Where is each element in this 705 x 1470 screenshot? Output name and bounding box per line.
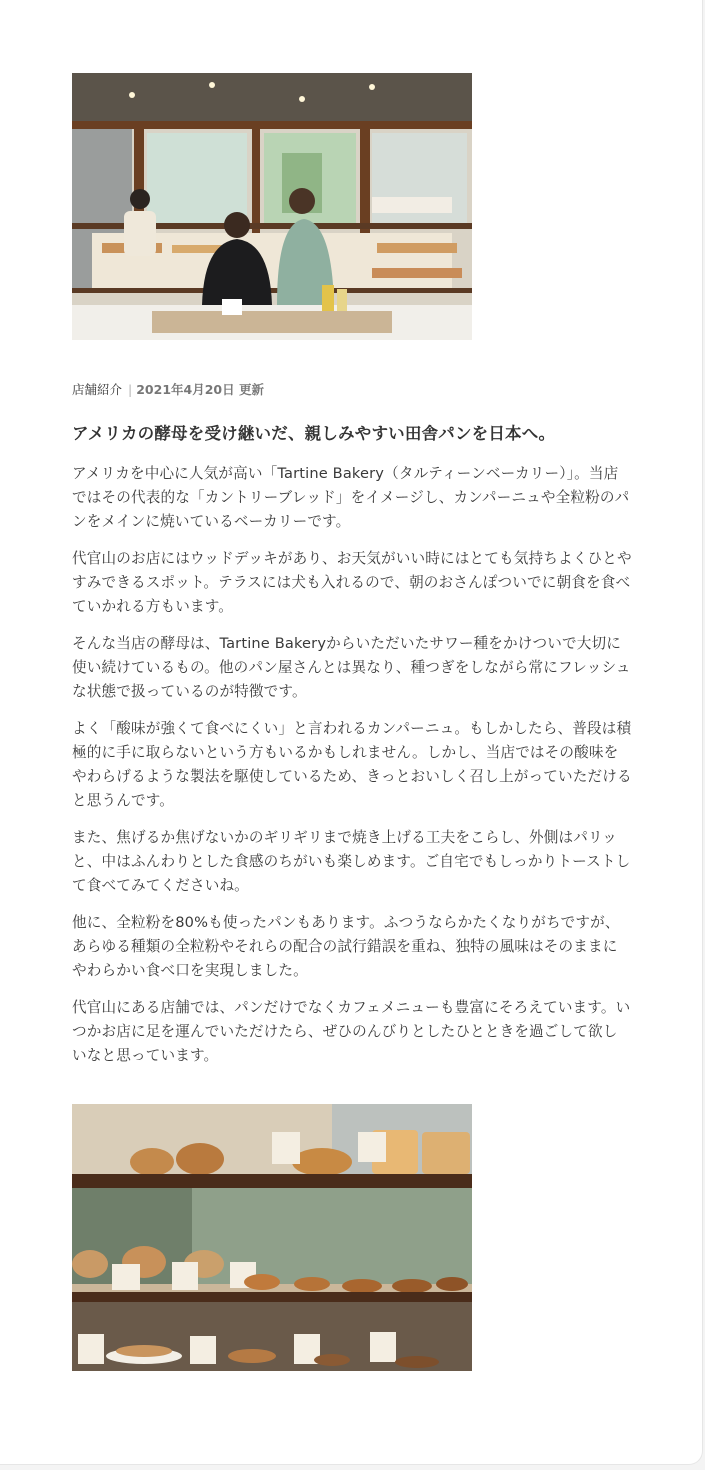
article-paragraph: 他に、全粒粉を80%も使ったパンもあります。ふつうならかたくなりがちですが、あらゆる種類の全粒粉やそれらの配合の試行錯誤を重ね、独特の風味はそのままにやわらかい食べ口を実現しました。 — [72, 914, 620, 979]
article-paragraph: アメリカを中心に人気が高い「Tartine Bakery（タルティーンベーカリー）」。当店ではその代表的な「カントリーブレッド」をイメージし、カンパーニュや全粒粉のパンをメインに焼いているベーカリーです。 — [72, 465, 630, 530]
category-label: 店舗紹介 — [72, 382, 123, 397]
article-paragraph: また、焦げるか焦げないかのギリギリまで焼き上げる工夫をこらし、外側はパリッと、中はふんわりとした食感のちがいも楽しめます。ご自宅でもしっかりトーストして食べてみてくださいね。 — [72, 829, 631, 894]
meta-separator: | — [128, 382, 133, 397]
article-paragraph: 代官山のお店にはウッドデッキがあり、お天気がいい時にはとても気持ちよくひとやすみできるスポット。テラスには犬も入れるので、朝のおさんぽついでに朝食を食べていかれる方もいます。 — [72, 550, 632, 615]
article-paragraph: よく「酸味が強くて食べにくい」と言われるカンパーニュ。もしかしたら、普段は積極的に手に取らないという方もいるかもしれません。しかし、当店ではその酸味をやわらげるような製法を駆使しているため、きっとおいしく召し上がっていただけると思うんです。 — [72, 720, 632, 809]
article-paragraph: そんな当店の酵母は、Tartine Bakeryからいただいたサワー種をかけついで大切に使い続けているもの。他のパン屋さんとは異なり、種つぎをしながら常にフレッシュな状態で扱っているのが特徴です。 — [72, 635, 631, 700]
article-paragraph: 代官山にある店舗では、パンだけでなくカフェメニューも豊富にそろえています。いつかお店に足を運んでいただけたら、ぜひのんびりとしたひとときを過ごして欲しいなと思っています。 — [72, 999, 631, 1064]
bread-display-case-photo — [72, 1104, 472, 1371]
bakery-counter-photo — [72, 73, 472, 340]
article-body — [72, 462, 632, 1081]
updated-date: 2021年4月20日 更新 — [136, 382, 264, 397]
article-meta — [72, 381, 264, 399]
article-headline: アメリカの酵母を受け継いだ、親しみやすい田舎パンを日本へ。 — [72, 424, 556, 443]
